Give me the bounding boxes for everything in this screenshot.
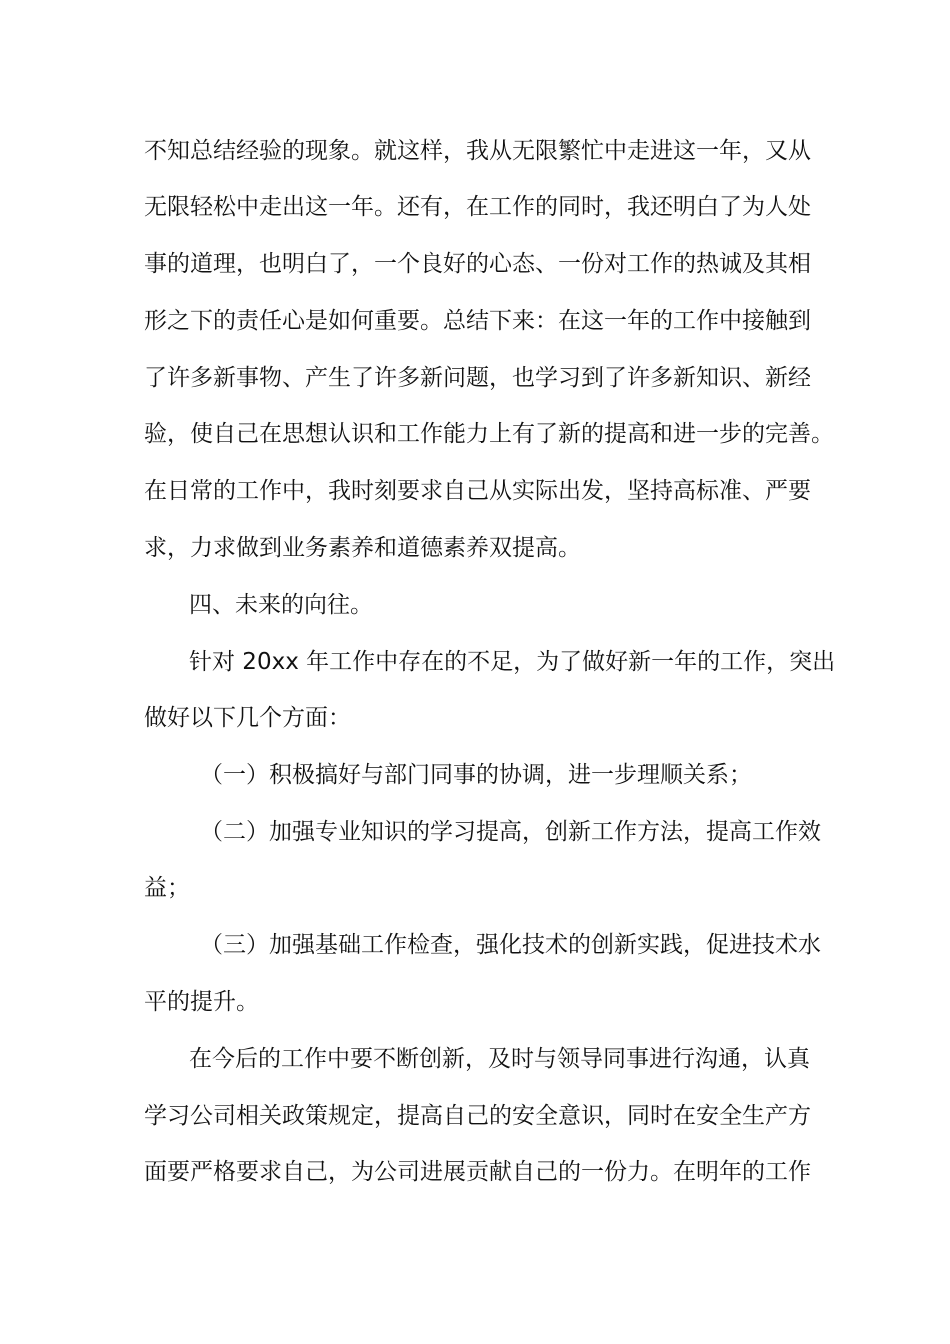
paragraph-line: 面要严格要求自己，为公司进展贡献自己的一份力。在明年的工作	[144, 1159, 811, 1185]
paragraph-line: 事的道理，也明白了，一个良好的心态、一份对工作的热诚及其相	[144, 251, 811, 277]
list-item: （二）加强专业知识的学习提高，创新工作方法，提高工作效	[200, 819, 821, 845]
paragraph-line: 求，力求做到业务素养和道德素养双提高。	[144, 535, 581, 561]
paragraph-line: 针对 20xx 年工作中存在的不足，为了做好新一年的工作，突出	[189, 649, 836, 675]
paragraph-line: 在今后的工作中要不断创新，及时与领导同事进行沟通，认真	[189, 1046, 810, 1072]
paragraph-line: 学习公司相关政策规定，提高自己的安全意识，同时在安全生产方	[144, 1103, 811, 1129]
paragraph-line: 无限轻松中走出这一年。还有，在工作的同时，我还明白了为人处	[144, 194, 811, 220]
section-heading: 四、未来的向往。	[189, 592, 373, 618]
list-item: （一）积极搞好与部门同事的协调，进一步理顺关系；	[200, 762, 752, 788]
paragraph-line: 不知总结经验的现象。就这样，我从无限繁忙中走进这一年，又从	[144, 138, 811, 164]
paragraph-line: 验，使自己在思想认识和工作能力上有了新的提高和进一步的完善。	[144, 421, 834, 447]
paragraph-line: 做好以下几个方面：	[144, 705, 351, 731]
paragraph-line: 形之下的责任心是如何重要。总结下来：在这一年的工作中接触到	[144, 308, 811, 334]
list-item-continuation: 平的提升。	[144, 989, 259, 1015]
list-item-continuation: 益；	[144, 875, 190, 901]
paragraph-line: 在日常的工作中，我时刻要求自己从实际出发，坚持高标准、严要	[144, 478, 811, 504]
paragraph-line: 了许多新事物、产生了许多新问题，也学习到了许多新知识、新经	[144, 365, 811, 391]
list-item: （三）加强基础工作检查，强化技术的创新实践，促进技术水	[200, 932, 821, 958]
